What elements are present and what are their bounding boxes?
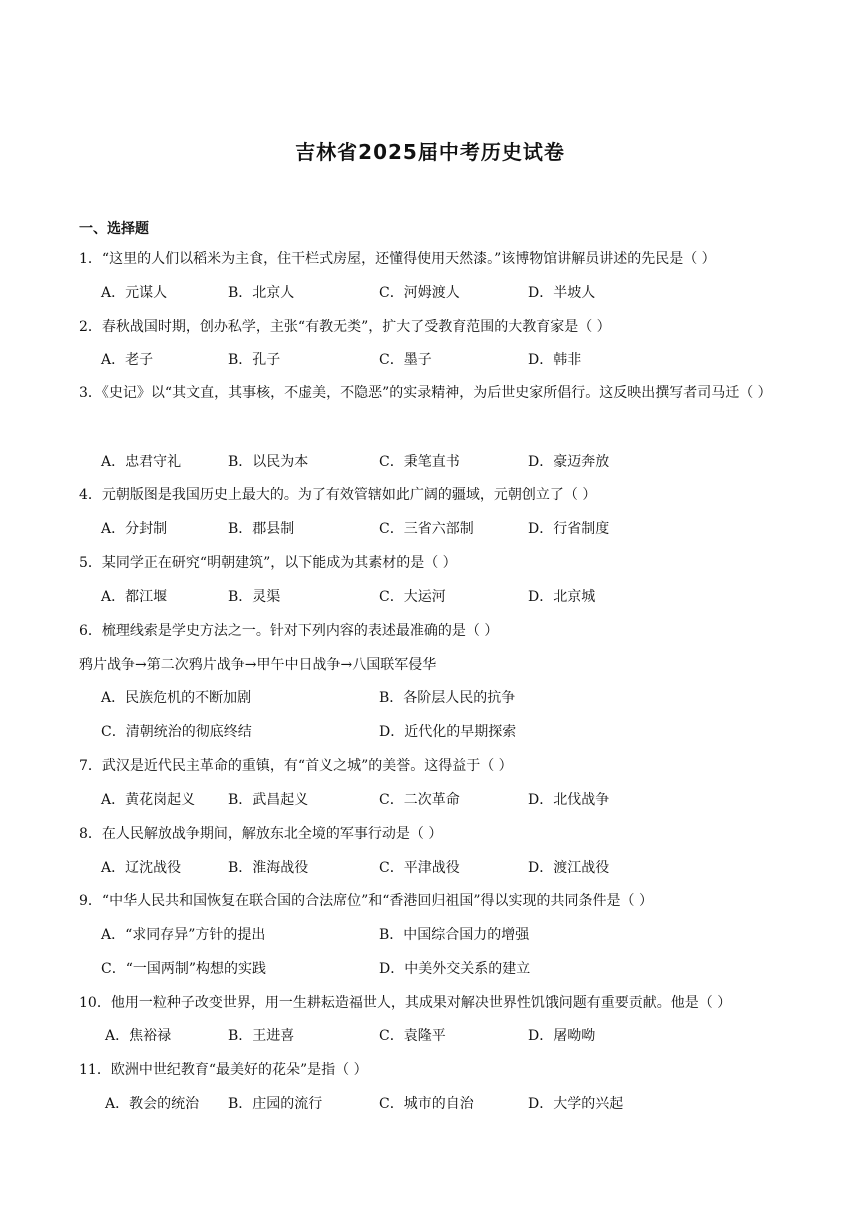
- option-d: D．中美外交关系的建立: [379, 961, 531, 977]
- option-a: A．老子: [101, 352, 154, 368]
- option-b: B．王进喜: [228, 1028, 295, 1044]
- option-d: D．近代化的早期探索: [379, 724, 517, 740]
- option-a: A．辽沈战役: [101, 860, 182, 876]
- option-a: A．教会的统治: [105, 1096, 200, 1112]
- option-a: A．民族危机的不断加剧: [101, 690, 252, 706]
- option-d: D．行省制度: [528, 521, 610, 537]
- option-b: B．各阶层人民的抗争: [379, 690, 516, 706]
- option-c: C．平津战役: [379, 860, 460, 876]
- option-a: A．“求同存异”方针的提出: [101, 927, 266, 943]
- option-c: C．二次革命: [379, 792, 460, 808]
- option-d: D．屠呦呦: [528, 1028, 596, 1044]
- option-c: C．河姆渡人: [379, 285, 460, 301]
- option-c: C．墨子: [379, 352, 432, 368]
- page-title: 吉林省2025届中考历史试卷: [295, 140, 565, 164]
- option-a: A．分封制: [101, 521, 168, 537]
- option-a: A．都江堰: [101, 589, 168, 605]
- option-c: C．清朝统治的彻底终结: [101, 724, 252, 740]
- option-c: C．“一国两制”构想的实践: [101, 961, 267, 977]
- option-d: D．半坡人: [528, 285, 596, 301]
- option-a: A．忠君守礼: [101, 454, 182, 470]
- option-b: B．中国综合国力的增强: [379, 927, 530, 943]
- option-b: B．庄园的流行: [228, 1096, 323, 1112]
- question-10-stem: 10．他用一粒种子改变世界，用一生耕耘造福世人，其成果对解决世界性饥饿问题有重要贡献。他是（ ）: [79, 995, 732, 1011]
- option-b: B．灵渠: [228, 589, 281, 605]
- option-c: C．城市的自治: [379, 1096, 474, 1112]
- question-11-stem: 11．欧洲中世纪教育“最美好的花朵”是指（ ）: [79, 1062, 368, 1078]
- option-d: D．韩非: [528, 352, 582, 368]
- option-a: A．黄花岗起义: [101, 792, 196, 808]
- option-b: B．北京人: [228, 285, 295, 301]
- event-sequence: 鸦片战争→第二次鸦片战争→甲午中日战争→八国联军侵华: [79, 657, 437, 673]
- option-a: A．焦裕禄: [105, 1028, 172, 1044]
- option-b: B．淮海战役: [228, 860, 309, 876]
- option-b: B．郡县制: [228, 521, 295, 537]
- option-c: C．大运河: [379, 589, 446, 605]
- option-a: A．元谋人: [101, 285, 168, 301]
- question-2-stem: 2．春秋战国时期，创办私学，主张“有教无类”，扩大了受教育范围的大教育家是（ ）: [79, 319, 611, 335]
- question-8-stem: 8．在人民解放战争期间，解放东北全境的军事行动是（ ）: [79, 826, 443, 842]
- question-5-stem: 5．某同学正在研究“明朝建筑”，以下能成为其素材的是（ ）: [79, 555, 457, 571]
- option-d: D．大学的兴起: [528, 1096, 624, 1112]
- option-d: D．北伐战争: [528, 792, 610, 808]
- question-9-stem: 9．“中华人民共和国恢复在联合国的合法席位”和“香港回归祖国”得以实现的共同条件是（ ）: [79, 893, 653, 909]
- question-7-stem: 7．武汉是近代民主革命的重镇，有“首义之城”的美誉。这得益于（ ）: [79, 758, 513, 774]
- option-c: C．秉笔直书: [379, 454, 460, 470]
- option-d: D．北京城: [528, 589, 596, 605]
- question-3-stem: 3．《史记》以“其文直，其事核，不虚美，不隐恶”的实录精神，为后世史家所倡行。这反映出撰写者司马迁（ ）: [79, 385, 772, 401]
- option-b: B．孔子: [228, 352, 281, 368]
- option-b: B．武昌起义: [228, 792, 309, 808]
- option-c: C．袁隆平: [379, 1028, 446, 1044]
- section-heading: 一、选择题: [79, 221, 149, 237]
- option-d: D．渡江战役: [528, 860, 610, 876]
- question-4-stem: 4．元朝版图是我国历史上最大的。为了有效管辖如此广阔的疆域，元朝创立了（ ）: [79, 487, 597, 503]
- question-6-stem: 6．梳理线索是学史方法之一。针对下列内容的表述最准确的是（ ）: [79, 623, 499, 639]
- option-d: D．豪迈奔放: [528, 454, 610, 470]
- option-c: C．三省六部制: [379, 521, 474, 537]
- question-1-stem: 1．“这里的人们以稻米为主食，住干栏式房屋，还懂得使用天然漆。”该博物馆讲解员讲述的先民是（ ）: [79, 251, 716, 267]
- option-b: B．以民为本: [228, 454, 309, 470]
